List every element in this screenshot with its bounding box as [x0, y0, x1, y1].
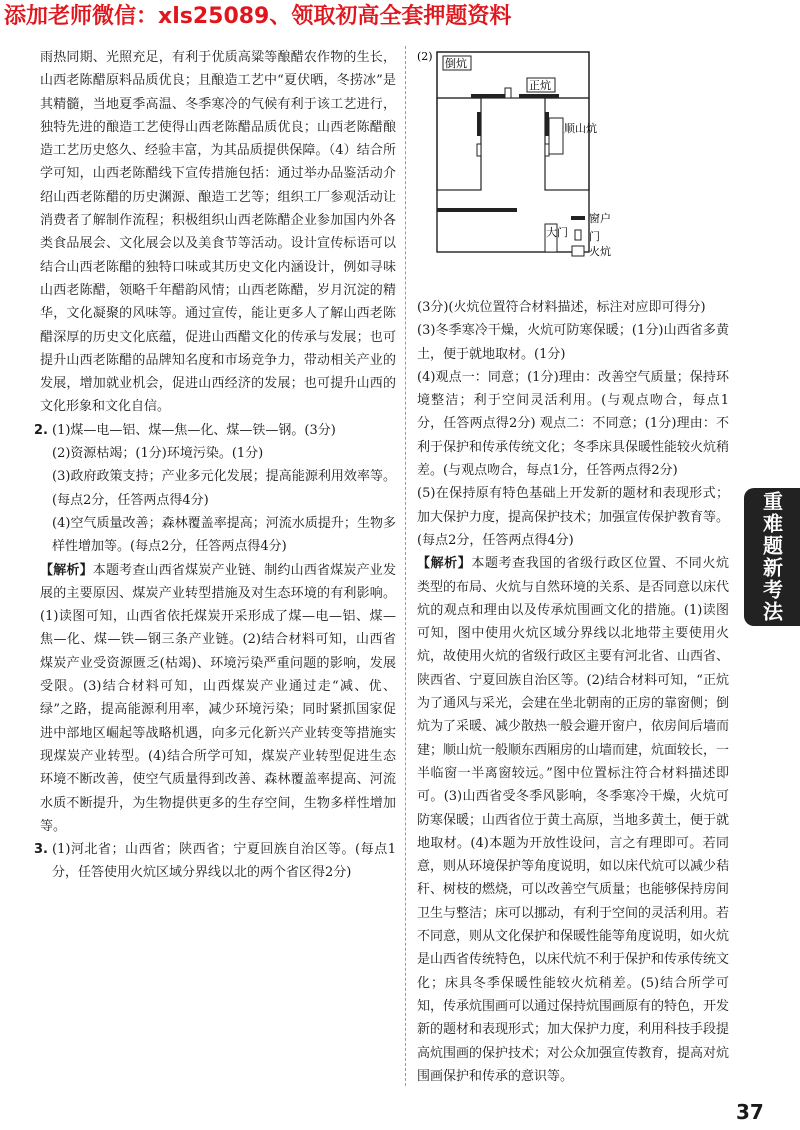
q2-part4: (4)空气质量改善；森林覆盖率提高；河流水质提升；生物多样性增加等。(每点2分，任答两点得4分)	[52, 515, 396, 555]
question-2-answer	[34, 419, 396, 559]
gate-label: 大门	[546, 226, 568, 239]
legend-window-icon	[571, 216, 585, 220]
outer-wall	[437, 52, 589, 252]
analysis-text: 本题考查山西省煤炭产业链、制约山西省煤炭产业发展的主要原因、煤炭产业转型措施及对生态环境的有利影响。(1)读图可知，山西省依托煤炭开采形成了煤—电—铝、煤—焦—化、煤—铁—钢三条产业链。(2)结合材料可知，山西省煤炭产业受资源匮乏(枯竭)、环境污染严重问题的影响，发展受限。(3)结合材料可知，山西煤炭产业通过走“减、优、绿”之路，提高能源利用率，减少环境污染；同时紧抓国家促进中部地区崛起等战略机遇，向多元化新兴产业转变等措施实现煤炭产业转型。(4)结合所学可知，煤炭产业转型促进生态环境不断改善，使空气质量得到改善、森林覆盖率提高、河流水质不断提升，为生物提供更多的生存空间，生物多样性增加等。	[40, 562, 396, 834]
door-icon	[477, 144, 481, 156]
q3-part5: (5)在保持原有特色基础上开发新的题材和表现形式；加大保护力度，提高保护技术；加强宣传保护教育等。(每点2分，任答两点得4分)	[417, 486, 730, 548]
question-number: 3.	[34, 842, 48, 858]
analysis-tag: 【解析】	[417, 556, 472, 572]
room-label: 正炕	[529, 79, 551, 92]
q3-analysis	[417, 552, 729, 1088]
question-number: 2.	[34, 422, 48, 438]
room-label: 顺山炕	[564, 122, 597, 135]
q2-part1: (1)煤—电—铝、煤—焦—化、煤—铁—钢。(3分)	[52, 422, 336, 438]
window-icon	[437, 208, 517, 212]
analysis-tag: 【解析】	[40, 562, 93, 578]
column-divider	[405, 46, 406, 1086]
q2-part2: (2)资源枯竭；(1分)环境污染。(1分)	[52, 446, 264, 462]
q3-part2: (3分)(火炕位置符合材料描述，标注对应即可得分)	[417, 300, 706, 315]
promo-banner: 添加老师微信：xls25089、领取初高全套押题资料	[4, 4, 512, 29]
legend-door-icon	[575, 230, 581, 240]
house-floor-plan	[415, 48, 650, 298]
q3-part4: (4)观点一：同意；(1分)理由：改善空气质量；保持环境整洁；利于空间灵活利用。(与观点吻合，每点1分，任答两点得2分) 观点二：不同意；(1分)理由：不利于保护和传承传统文化；冬季床具保暖性能较火炕稍差。(与观点吻合，每点1分，任答两点得2分)	[417, 369, 730, 479]
door-icon	[505, 88, 511, 98]
page-number: 37	[736, 1100, 764, 1124]
figure-label: (2)	[417, 50, 433, 63]
question-3-answer	[34, 838, 396, 885]
legend-kang-icon	[572, 246, 584, 256]
left-column	[34, 46, 396, 885]
answer-paragraph: 雨热同期、光照充足，有利于优质高粱等酿醋农作物的生长，山西老陈醋原料品质优良；且酿造工艺中“夏伏晒，冬捞冰”是其精髓，当地夏季高温、冬季寒冷的气候有利于该工艺进行，独特先进的酿造工艺使得山西老陈醋品质优良；山西老陈醋酿造工艺历史悠久、经验丰富，为其品质提供保障。（4）结合所学可知，山西老陈醋线下宣传措施包括：通过举办品鉴活动介绍山西老陈醋的历史渊源、酿造工艺等；组织工厂参观活动让消费者了解制作流程；积极组织山西老陈醋企业参加国内外各类食品展会、文化展会以及美食节等活动。设计宣传标语可以结合山西老陈醋的独特口味或其历史文化内涵设计，例如寻味山西老陈醋，领略千年醋韵风情；山西老陈醋，岁月沉淀的精华，文化凝聚的风味等。通过宣传，能让更多人了解山西老陈醋深厚的历史文化底蕴，促进山西醋文化的传承与发展；也可提升山西老陈醋的品牌知名度和市场竞争力，带动相关产业的发展，增加就业机会，促进山西经济的发展；也可提升山西的文化形象和文化自信。	[40, 50, 396, 415]
legend-label: 窗户	[589, 212, 611, 225]
kang-icon	[549, 118, 563, 154]
analysis-text: 本题考查我国的省级行政区位置、不同火炕类型的布局、火炕与自然环境的关系、是否同意以床代炕的观点和理由以及传承炕围画文化的措施。(1)读图可知，图中使用火炕区域分界线以北地带主要使用火炕，故使用火炕的省级行政区主要有河北省、山西省、陕西省、宁夏回族自治区等。(2)结合材料可知，“正炕为了通风与采光，会建在坐北朝南的正房的靠窗侧；倒炕为了采暖、减少散热一般会避开窗户，依房间后墙而建；顺山炕一般顺东西厢房的山墙而建，炕面较长，一半临窗一半离窗较远。”图中位置标注符合材料描述即可。(3)山西省受冬季风影响，冬季寒冷干燥，火炕可防寒保暖；山西省位于黄土高原，当地多黄土，便于就地取材。(4)本题为开放性设问，言之有理即可。若同意，则从环境保护等角度说明，如以床代炕可以减少秸秆、树枝的燃烧，可以改善空气质量；也能够保持房间卫生与整洁；床可以挪动，有利于空间的灵活利用。若不同意，则从文化保护和保暖性能等角度说明，如火炕是山西省传统特色，以床代炕不利于保护和传承传统文化；床具冬季保暖性能较火炕稍差。(5)结合所学可知，传承炕围画可以通过保持炕围画原有的特色，开发新的题材和表现形式；加大保护力度，利用科技手段提高炕围画的保护技术；对公众加强宣传教育，提高对炕围画保护和传承的意识等。	[417, 556, 730, 1084]
legend-label: 门	[589, 230, 600, 243]
window-icon	[477, 112, 481, 136]
room-label: 倒炕	[445, 57, 467, 70]
side-tab-label: 重难题新考法	[759, 491, 784, 623]
q3-part3: (3)冬季寒冷干燥，火炕可防寒保暖；(1分)山西省多黄土，便于就地取材。(1分)	[417, 323, 729, 362]
window-icon	[519, 94, 559, 98]
q2-part3: (3)政府政策支持；产业多元化发展；提高能源利用效率等。(每点2分，任答两点得4分)	[52, 469, 396, 508]
window-icon	[545, 112, 549, 136]
door-icon	[545, 144, 549, 156]
west-room	[437, 98, 481, 190]
q3-part1: (1)河北省；山西省；陕西省；宁夏回族自治区等。(每点1分，任答使用火炕区域分界线以北的两个省区得2分)	[52, 842, 396, 881]
section-side-tab	[744, 488, 800, 626]
legend-label: 火炕	[589, 245, 611, 258]
right-column	[417, 296, 729, 1088]
q2-analysis	[40, 559, 396, 839]
